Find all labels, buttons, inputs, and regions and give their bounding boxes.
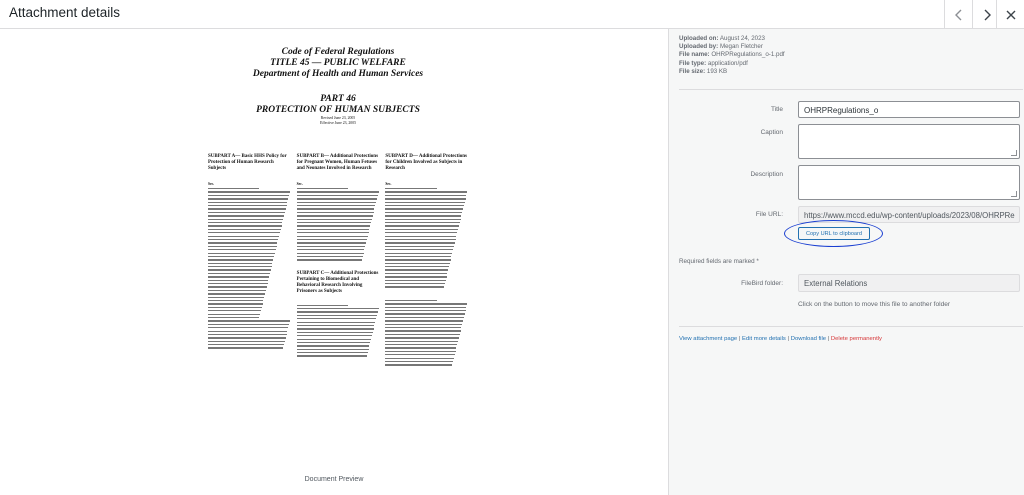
separator: | [738, 336, 741, 342]
pdf-text-line [385, 253, 452, 254]
meta-uploaded-by [679, 43, 785, 51]
pdf-text-line [385, 205, 464, 206]
pdf-text-line [385, 303, 467, 304]
pdf-text-line [385, 229, 458, 230]
pdf-text-line [385, 215, 461, 216]
meta-label: File name: [679, 51, 710, 59]
pdf-text-line [385, 276, 446, 277]
pdf-text-line [385, 188, 436, 189]
pdf-text-line [297, 315, 377, 316]
preview-label: Document Preview [304, 476, 364, 483]
meta-label: File type: [679, 59, 707, 67]
separator: | [827, 336, 830, 342]
pdf-text-line [208, 324, 289, 325]
document-preview [0, 29, 668, 495]
pdf-text-line [385, 313, 464, 314]
modal-title: Attachment details [9, 5, 121, 20]
pdf-text-line [385, 195, 466, 196]
pdf-text-line [208, 259, 273, 260]
view-attachment-link[interactable]: View attachment page [679, 336, 738, 342]
pdf-sec-label: Sec. [385, 182, 392, 186]
description-textarea[interactable] [798, 165, 1020, 200]
pdf-text-line [297, 212, 374, 213]
pdf-text-line [208, 310, 261, 311]
chevron-right-icon [981, 9, 993, 21]
pdf-text-line [208, 232, 280, 233]
pdf-text-line [297, 345, 370, 346]
edit-details-link[interactable]: Edit more details [742, 336, 786, 342]
pdf-text-line [297, 191, 379, 192]
pdf-text-line [385, 191, 467, 192]
pdf-text-line [208, 327, 288, 328]
pdf-text-line [385, 219, 460, 220]
pdf-text-line [208, 320, 290, 321]
pdf-text-line [208, 212, 285, 213]
meta-value: application/pdf [707, 59, 748, 67]
pdf-text-line [297, 332, 373, 333]
pdf-text-line [385, 364, 452, 365]
pdf-text-lines [385, 300, 468, 366]
previous-button[interactable] [944, 0, 972, 29]
pdf-text-line [208, 239, 278, 240]
divider [679, 326, 1023, 327]
pdf-text-line [297, 205, 376, 206]
pdf-text-line [208, 314, 260, 315]
pdf-text-line [385, 266, 449, 267]
pdf-text-line [297, 222, 371, 223]
pdf-text-line [208, 191, 290, 192]
pdf-text-line [297, 229, 370, 230]
pdf-text-line [385, 202, 464, 203]
pdf-text-line [297, 232, 369, 233]
pdf-text-lines [297, 305, 380, 357]
meta-value: OHRPRegulations_o-1.pdf [711, 51, 785, 59]
pdf-text-line [385, 351, 455, 352]
pdf-text-line [297, 335, 372, 336]
pdf-text-line [385, 222, 459, 223]
modal-header [0, 0, 1024, 29]
meta-uploaded-on [679, 35, 785, 43]
delete-permanently-link[interactable]: Delete permanently [830, 336, 882, 342]
separator: | [787, 336, 790, 342]
pdf-text-line [208, 222, 282, 223]
pdf-text-line [385, 249, 453, 250]
pdf-text-line [385, 198, 465, 199]
pdf-text-line [208, 273, 270, 274]
pdf-text-line [297, 236, 368, 237]
pdf-text-line [208, 283, 268, 284]
pdf-text-line [385, 337, 459, 338]
pdf-text-line [385, 246, 454, 247]
pdf-text-line [208, 347, 283, 348]
filebird-help: Click on the button to move this file to another folder [798, 301, 951, 308]
pdf-text-line [297, 198, 377, 199]
pdf-text-line [208, 297, 264, 298]
pdf-text-lines [385, 188, 468, 288]
pdf-text-line [297, 219, 372, 220]
pdf-date-1: Revised June 23, 2005 [320, 116, 356, 120]
title-input[interactable]: OHRPRegulations_o [798, 101, 1020, 118]
file-meta [679, 35, 785, 76]
pdf-text-line [297, 322, 376, 323]
pdf-text-lines [297, 188, 380, 261]
download-file-link[interactable]: Download file [790, 336, 827, 342]
file-url-input[interactable]: https://www.mccd.edu/wp-content/uploads/2023/08/OHRPRe [798, 206, 1020, 223]
pdf-text-line [385, 327, 461, 328]
pdf-text-line [208, 341, 285, 342]
pdf-sec-label: Sec. [208, 182, 215, 186]
pdf-text-line [297, 342, 371, 343]
pdf-text-line [208, 331, 287, 332]
pdf-text-line [385, 212, 462, 213]
meta-value: August 24, 2023 [719, 35, 765, 42]
pdf-text-line [208, 219, 283, 220]
close-button[interactable] [996, 0, 1024, 29]
pdf-text-line [208, 334, 287, 335]
pdf-text-line [208, 236, 279, 237]
pdf-text-line [297, 225, 371, 226]
pdf-subpart-heading: SUBPART B— Additional Protections for Pregnant Women, Human Fetuses and Neonates Involved in Research [296, 154, 379, 171]
pdf-column [385, 154, 468, 368]
title-label: Title [770, 106, 783, 113]
pdf-text-line [385, 256, 451, 257]
pdf-text-line [208, 307, 262, 308]
pdf-subpart-heading: SUBPART A— Basic HHS Policy for Protection of Human Research Subjects [208, 154, 287, 171]
pdf-text-line [385, 358, 454, 359]
pdf-part-line-2: PROTECTION OF HUMAN SUBJECTS [256, 105, 420, 115]
pdf-text-line [297, 311, 378, 312]
meta-label: Uploaded by: [679, 43, 719, 51]
pdf-text-line [385, 354, 454, 355]
pdf-text-line [208, 303, 263, 304]
pdf-text-line [208, 249, 276, 250]
pdf-text-line [297, 305, 348, 306]
pdf-title-line-3: Department of Health and Human Services [252, 69, 424, 79]
meta-label: File size: [679, 67, 706, 75]
pdf-text-line [385, 236, 456, 237]
pdf-text-line [385, 300, 436, 301]
pdf-text-line [385, 361, 453, 362]
pdf-text-line [385, 239, 455, 240]
pdf-text-line [385, 320, 463, 321]
pdf-text-line [385, 269, 448, 270]
meta-file-name [679, 51, 785, 59]
pdf-text-line [297, 188, 348, 189]
pdf-text-line [385, 263, 449, 264]
pdf-text-line [208, 198, 288, 199]
pdf-title-line-2: TITLE 45 — PUBLIC WELFARE [270, 58, 406, 68]
details-panel [668, 29, 1024, 495]
pdf-text-line [297, 328, 374, 329]
pdf-text-line [297, 355, 367, 356]
filebird-label: FileBird folder: [741, 280, 783, 287]
pdf-text-line [297, 202, 376, 203]
pdf-text-line [385, 334, 459, 335]
pdf-text-line [297, 308, 379, 309]
pdf-text-line [208, 253, 275, 254]
pdf-text-line [297, 242, 366, 243]
pdf-text-line [208, 205, 287, 206]
meta-label: Uploaded on: [679, 35, 719, 42]
pdf-column [297, 154, 380, 368]
description-label: Description [750, 171, 783, 178]
pdf-text-line [385, 347, 456, 348]
pdf-title-line-1: Code of Federal Regulations [281, 47, 395, 57]
pdf-text-line [297, 249, 365, 250]
pdf-text-line [208, 266, 272, 267]
pdf-columns [208, 154, 468, 368]
pdf-text-line [297, 208, 375, 209]
pdf-text-line [208, 286, 267, 287]
caption-label: Caption [760, 129, 783, 136]
chevron-left-icon [953, 9, 965, 21]
pdf-page [202, 47, 474, 467]
pdf-text-line [297, 215, 373, 216]
pdf-text-line [297, 246, 366, 247]
caption-textarea[interactable] [798, 124, 1020, 159]
pdf-heading [202, 47, 474, 126]
pdf-text-line [385, 273, 447, 274]
pdf-text-line [385, 208, 463, 209]
pdf-subpart-heading: SUBPART D— Additional Protections for Children Involved as Subjects in Research [385, 154, 467, 171]
meta-file-size [679, 68, 785, 76]
pdf-text-line [208, 290, 266, 291]
pdf-text-line [208, 337, 286, 338]
pdf-text-line [208, 317, 259, 318]
close-icon [1005, 9, 1017, 21]
pdf-text-line [385, 341, 458, 342]
meta-value: 193 KB [706, 67, 728, 75]
divider [679, 89, 1023, 90]
pdf-text-line [385, 344, 457, 345]
pdf-text-line [208, 263, 272, 264]
meta-value: Megan Fletcher [719, 43, 763, 51]
pdf-sec-label: Sec. [296, 182, 303, 186]
pdf-text-line [208, 242, 277, 243]
pdf-text-line [208, 229, 281, 230]
pdf-text-line [208, 208, 286, 209]
pdf-text-line [297, 318, 376, 319]
pdf-column [208, 154, 291, 368]
pdf-text-line [385, 330, 460, 331]
pdf-text-line [385, 283, 445, 284]
pdf-text-line [385, 225, 459, 226]
required-note: Required fields are marked * [679, 258, 759, 265]
pdf-text-line [208, 215, 284, 216]
pdf-part-line-1: PART 46 [320, 94, 356, 104]
pdf-text-line [297, 239, 367, 240]
pdf-text-line [297, 352, 368, 353]
pdf-text-line [208, 280, 268, 281]
pdf-text-line [385, 259, 450, 260]
pdf-text-line [208, 276, 269, 277]
attachment-actions [679, 336, 882, 342]
pdf-text-line [385, 317, 464, 318]
pdf-text-line [208, 293, 265, 294]
pdf-date-2: Effective June 23, 2005 [320, 121, 356, 125]
pdf-text-line [385, 324, 462, 325]
pdf-text-line [208, 269, 271, 270]
pdf-text-line [208, 202, 287, 203]
pdf-subpart-heading: SUBPART C— Additional Protections Pertaining to Biomedical and Behavioral Research Involving Prisoners as Subjects [296, 270, 379, 294]
pdf-text-line [385, 307, 466, 308]
pdf-text-line [385, 242, 454, 243]
pdf-text-line [297, 253, 364, 254]
pdf-text-line [208, 225, 282, 226]
pdf-text-lines [208, 188, 291, 349]
pdf-text-line [297, 259, 362, 260]
pdf-text-line [297, 339, 371, 340]
pdf-text-line [297, 349, 369, 350]
pdf-text-line [208, 344, 284, 345]
pdf-text-line [297, 195, 378, 196]
pdf-text-line [208, 300, 263, 301]
pdf-text-line [385, 232, 457, 233]
copy-url-button[interactable]: Copy URL to clipboard [798, 227, 870, 240]
pdf-text-line [208, 188, 259, 189]
pdf-text-line [208, 246, 277, 247]
pdf-text-line [385, 286, 444, 287]
meta-file-type [679, 60, 785, 68]
file-url-label: File URL: [755, 211, 783, 218]
pdf-text-line [297, 256, 363, 257]
pdf-text-line [385, 280, 445, 281]
pdf-text-line [208, 256, 274, 257]
filebird-folder-field[interactable]: External Relations [798, 274, 1020, 292]
pdf-text-line [208, 195, 289, 196]
pdf-text-line [385, 310, 465, 311]
pdf-text-line [297, 325, 375, 326]
